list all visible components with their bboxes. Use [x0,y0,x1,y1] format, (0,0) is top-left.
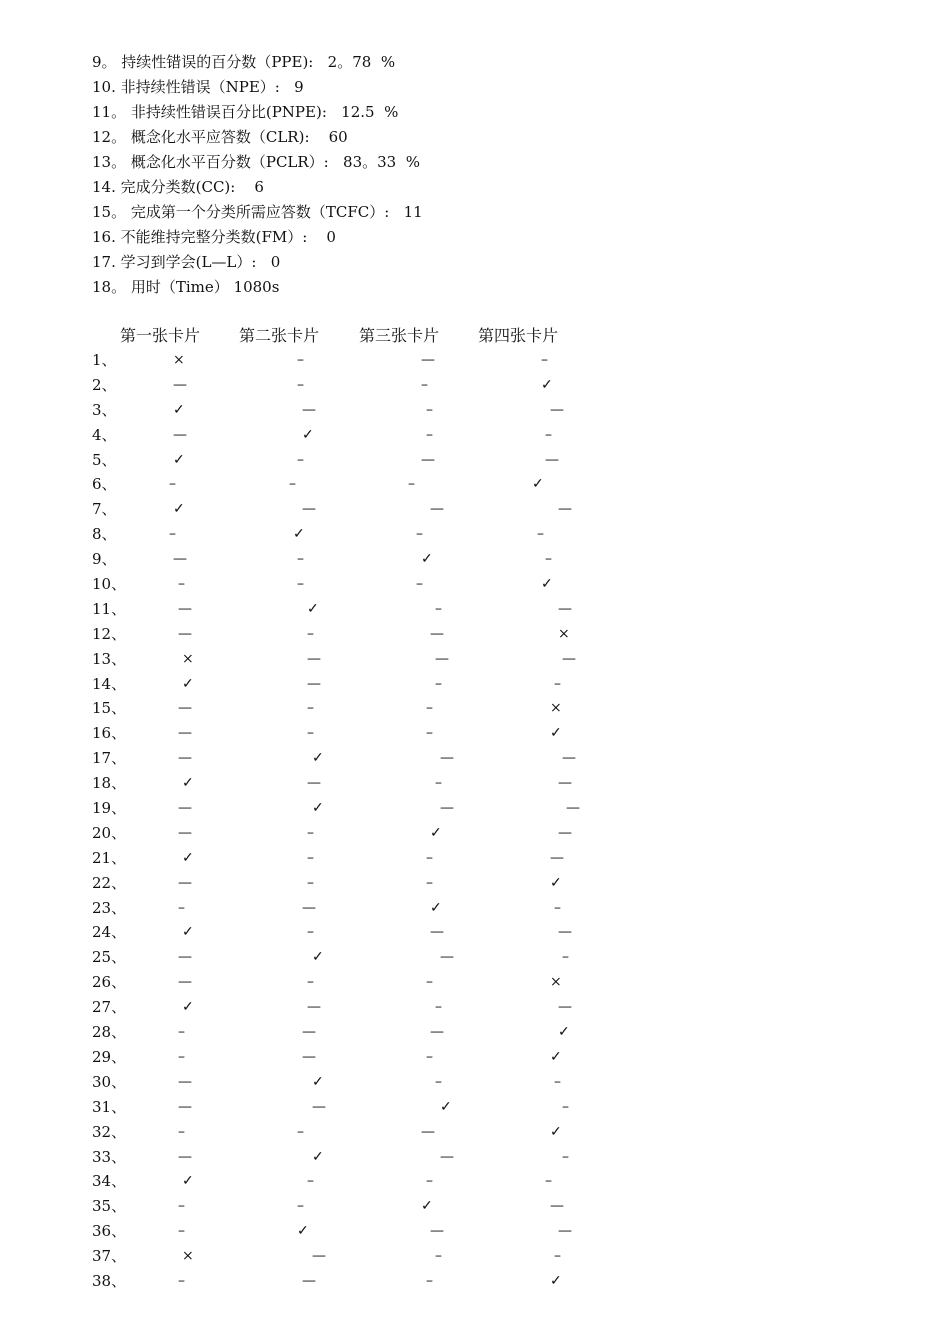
table-row [0,472,950,497]
table-row [0,696,950,721]
card-1-mark: ✓ [182,849,194,866]
row-number: 8、 [92,525,117,544]
row-number: 19、 [92,799,127,818]
table-row [0,448,950,473]
card-4-mark: ✓ [550,725,562,742]
table-row [0,1269,950,1294]
row-number: 1、 [92,351,117,369]
card-1-mark: — [178,600,192,617]
card-2-mark: — [307,650,321,667]
table-row [0,945,950,970]
card-3-mark: — [430,625,444,642]
card-4-mark: — [558,501,572,518]
table-row [0,572,950,597]
card-1-mark: ✓ [173,501,185,518]
card-1-mark: – [178,1123,185,1140]
card-1-mark: – [178,1223,185,1240]
row-number: 32、 [92,1122,127,1141]
card-3-mark: — [421,352,435,368]
card-response-table [0,348,950,1294]
card-1-mark: — [178,750,192,767]
table-row [0,1244,950,1269]
row-number: 13、 [92,649,127,668]
card-2-mark: – [297,352,304,368]
card-2-mark: — [312,1248,326,1265]
table-row [0,547,950,572]
card-1-mark: ✓ [173,451,185,468]
row-number: 36、 [92,1222,127,1241]
card-2-mark: ✓ [312,1148,324,1165]
row-number: 20、 [92,823,127,842]
row-number: 31、 [92,1097,127,1116]
card-4-mark: × [558,625,570,642]
card-4-mark: × [550,700,562,717]
card-1-mark: – [178,1272,185,1289]
card-2-mark: – [307,924,314,941]
stat-npe: 10. 非持续性错误（NPE）: 9 [92,78,304,96]
card-4-mark: — [562,750,576,767]
table-row [0,1045,950,1070]
row-number: 34、 [92,1172,127,1191]
row-number: 9、 [92,550,117,569]
card-2-mark: – [307,725,314,742]
card-2-mark: ✓ [312,1073,324,1090]
card-4-mark: × [550,974,562,991]
card-3-mark: ✓ [430,824,442,841]
card-3-mark: – [426,1048,433,1065]
card-4-mark: – [562,1098,569,1115]
row-number: 10、 [92,575,127,594]
card-3-mark: – [426,426,433,443]
header-card-3: 第三张卡片 [359,326,440,345]
card-2-mark: — [302,501,316,518]
table-row [0,522,950,547]
card-3-mark: – [435,1248,442,1265]
card-3-mark: – [426,874,433,891]
row-number: 35、 [92,1197,127,1216]
card-4-mark: – [554,899,561,916]
card-4-mark: — [550,849,564,866]
card-3-mark: – [435,999,442,1016]
card-2-mark: – [307,974,314,991]
card-3-mark: — [440,750,454,767]
card-2-mark: ✓ [312,750,324,767]
stat-cc: 14. 完成分类数(CC): 6 [92,178,264,196]
card-1-mark: — [178,625,192,642]
card-2-mark: — [302,1048,316,1065]
table-row [0,771,950,796]
row-number: 38、 [92,1271,127,1290]
card-3-mark: – [426,401,433,418]
card-1-mark: — [178,874,192,891]
table-row [0,622,950,647]
card-4-mark: — [562,650,576,667]
card-4-mark: – [545,426,552,443]
row-number: 16、 [92,724,127,743]
card-3-mark: – [426,849,433,866]
table-row [0,398,950,423]
table-row [0,1145,950,1170]
stat-tcfc: 15。 完成第一个分类所需应答数（TCFC）: 11 [92,203,423,221]
row-number: 29、 [92,1047,127,1066]
card-4-mark: ✓ [550,874,562,891]
row-number: 6、 [92,475,117,494]
card-1-mark: — [178,725,192,742]
table-row [0,796,950,821]
card-3-mark: – [421,376,428,393]
card-1-mark: – [178,1048,185,1065]
row-number: 28、 [92,1023,127,1042]
card-1-mark: — [178,824,192,841]
card-4-mark: — [566,800,580,817]
row-number: 4、 [92,425,117,444]
card-2-mark: – [297,551,304,568]
card-1-mark: ✓ [182,924,194,941]
card-4-mark: – [545,1173,552,1190]
summary-stats [92,50,423,300]
row-number: 5、 [92,450,117,469]
table-row [0,1169,950,1194]
card-3-mark: – [426,974,433,991]
card-3-mark: — [430,924,444,941]
card-2-mark: – [297,1198,304,1215]
card-2-mark: ✓ [312,949,324,966]
stat-ppe: 9。 持续性错误的百分数（PPE): 2。78 % [92,53,396,71]
card-2-mark: — [302,1272,316,1289]
card-2-mark: – [297,1123,304,1140]
table-row [0,920,950,945]
card-2-mark: – [297,576,304,593]
card-3-mark: — [430,1024,444,1041]
card-1-mark: × [182,1248,194,1265]
card-4-mark: ✓ [532,476,544,493]
row-number: 33、 [92,1147,127,1166]
card-1-mark: – [169,526,176,543]
card-1-mark: ✓ [182,775,194,792]
row-number: 15、 [92,699,127,718]
card-1-mark: ✓ [182,999,194,1016]
card-1-mark: ✓ [182,1173,194,1190]
card-4-mark: ✓ [550,1048,562,1065]
table-row [0,1194,950,1219]
card-4-mark: — [558,775,572,792]
header-card-2: 第二张卡片 [239,326,320,345]
card-4-mark: – [562,1148,569,1165]
row-number: 30、 [92,1072,127,1091]
table-row [0,821,950,846]
header-card-1: 第一张卡片 [120,326,201,345]
table-row [0,348,950,373]
card-1-mark: – [178,1024,185,1041]
card-1-mark: — [178,700,192,717]
card-3-mark: — [430,1223,444,1240]
table-row [0,1020,950,1045]
table-row [0,647,950,672]
card-4-mark: – [562,949,569,966]
card-1-mark: — [178,974,192,991]
card-3-mark: – [426,700,433,717]
row-number: 2、 [92,375,117,394]
card-3-mark: – [435,600,442,617]
row-number: 3、 [92,400,117,419]
card-3-mark: – [408,476,415,493]
table-row [0,846,950,871]
card-1-mark: — [178,800,192,817]
card-3-mark: ✓ [440,1098,452,1115]
card-1-mark: – [169,476,176,493]
card-3-mark: ✓ [421,1198,433,1215]
card-4-mark: ✓ [550,1272,562,1289]
card-2-mark: ✓ [297,1223,309,1240]
row-number: 23、 [92,898,127,917]
table-row [0,373,950,398]
card-3-mark: — [430,501,444,518]
card-3-mark: – [416,526,423,543]
card-1-mark: × [182,650,194,667]
card-2-mark: ✓ [293,526,305,543]
card-1-mark: — [173,426,187,443]
card-2-mark: ✓ [307,600,319,617]
card-2-mark: — [307,675,321,692]
row-number: 11、 [92,599,127,618]
card-2-mark: — [302,401,316,418]
table-row [0,1095,950,1120]
card-3-mark: – [426,1272,433,1289]
card-4-mark: – [554,1248,561,1265]
card-2-mark: — [307,775,321,792]
card-4-mark: – [554,1073,561,1090]
card-3-mark: — [440,800,454,817]
card-2-mark: — [302,1024,316,1041]
card-2-mark: – [307,874,314,891]
stat-pnpe: 11。 非持续性错误百分比(PNPE): 12.5 % [92,103,399,121]
card-table-header [120,323,600,348]
card-1-mark: ✓ [173,401,185,418]
card-4-mark: – [554,675,561,692]
card-2-mark: – [297,451,304,468]
card-2-mark: ✓ [312,800,324,817]
card-3-mark: – [426,1173,433,1190]
card-3-mark: ✓ [430,899,442,916]
row-number: 18、 [92,774,127,793]
row-number: 24、 [92,923,127,942]
card-4-mark: — [550,1198,564,1215]
card-4-mark: — [558,1223,572,1240]
card-1-mark: — [173,551,187,568]
card-4-mark: ✓ [541,376,553,393]
stat-clr: 12。 概念化水平应答数（CLR): 60 [92,128,348,146]
card-1-mark: ✓ [182,675,194,692]
card-3-mark: ✓ [421,551,433,568]
row-number: 17、 [92,749,127,768]
card-3-mark: — [435,650,449,667]
card-3-mark: – [426,725,433,742]
table-row [0,423,950,448]
card-2-mark: — [307,999,321,1016]
table-row [0,896,950,921]
table-row [0,1120,950,1145]
card-2-mark: – [297,376,304,393]
table-row [0,721,950,746]
row-number: 12、 [92,624,127,643]
card-3-mark: — [440,949,454,966]
table-row [0,672,950,697]
card-1-mark: — [178,1148,192,1165]
card-3-mark: — [440,1148,454,1165]
card-4-mark: — [558,999,572,1016]
row-number: 22、 [92,873,127,892]
stat-pclr: 13。 概念化水平百分数（PCLR）: 83。33 % [92,153,421,171]
card-2-mark: – [307,625,314,642]
card-3-mark: – [435,675,442,692]
card-4-mark: ✓ [541,576,553,593]
card-1-mark: × [173,352,185,368]
card-2-mark: — [312,1098,326,1115]
card-2-mark: – [289,476,296,493]
table-row [0,497,950,522]
card-1-mark: – [178,899,185,916]
card-1-mark: – [178,1198,185,1215]
table-row [0,1219,950,1244]
table-row [0,597,950,622]
card-2-mark: – [307,849,314,866]
stat-ll: 17. 学习到学会(L—L）: 0 [92,253,281,271]
card-4-mark: – [537,526,544,543]
table-row [0,1070,950,1095]
table-row [0,970,950,995]
card-4-mark: — [558,924,572,941]
card-4-mark: ✓ [558,1024,570,1041]
card-3-mark: – [416,576,423,593]
card-2-mark: – [307,824,314,841]
card-4-mark: — [545,451,559,468]
card-3-mark: — [421,1123,435,1140]
header-card-4: 第四张卡片 [478,326,559,345]
card-4-mark: – [541,352,548,368]
card-1-mark: — [178,1073,192,1090]
stat-fm: 16. 不能维持完整分类数(FM）: 0 [92,228,336,246]
table-row [0,995,950,1020]
card-4-mark: — [550,401,564,418]
card-4-mark: — [558,600,572,617]
card-4-mark: – [545,551,552,568]
card-1-mark: — [178,949,192,966]
row-number: 37、 [92,1247,127,1266]
row-number: 21、 [92,848,127,867]
stat-time: 18。 用时（Time） 1080s [92,278,280,296]
card-3-mark: – [435,775,442,792]
card-1-mark: – [178,576,185,593]
card-1-mark: — [173,376,187,393]
table-row [0,746,950,771]
row-number: 14、 [92,674,127,693]
card-2-mark: — [302,899,316,916]
row-number: 25、 [92,948,127,967]
card-2-mark: – [307,1173,314,1190]
row-number: 26、 [92,973,127,992]
card-4-mark: — [558,824,572,841]
row-number: 7、 [92,500,117,519]
card-3-mark: – [435,1073,442,1090]
card-2-mark: ✓ [302,426,314,443]
table-row [0,871,950,896]
card-2-mark: – [307,700,314,717]
card-4-mark: ✓ [550,1123,562,1140]
card-1-mark: — [178,1098,192,1115]
row-number: 27、 [92,998,127,1017]
card-3-mark: — [421,451,435,468]
